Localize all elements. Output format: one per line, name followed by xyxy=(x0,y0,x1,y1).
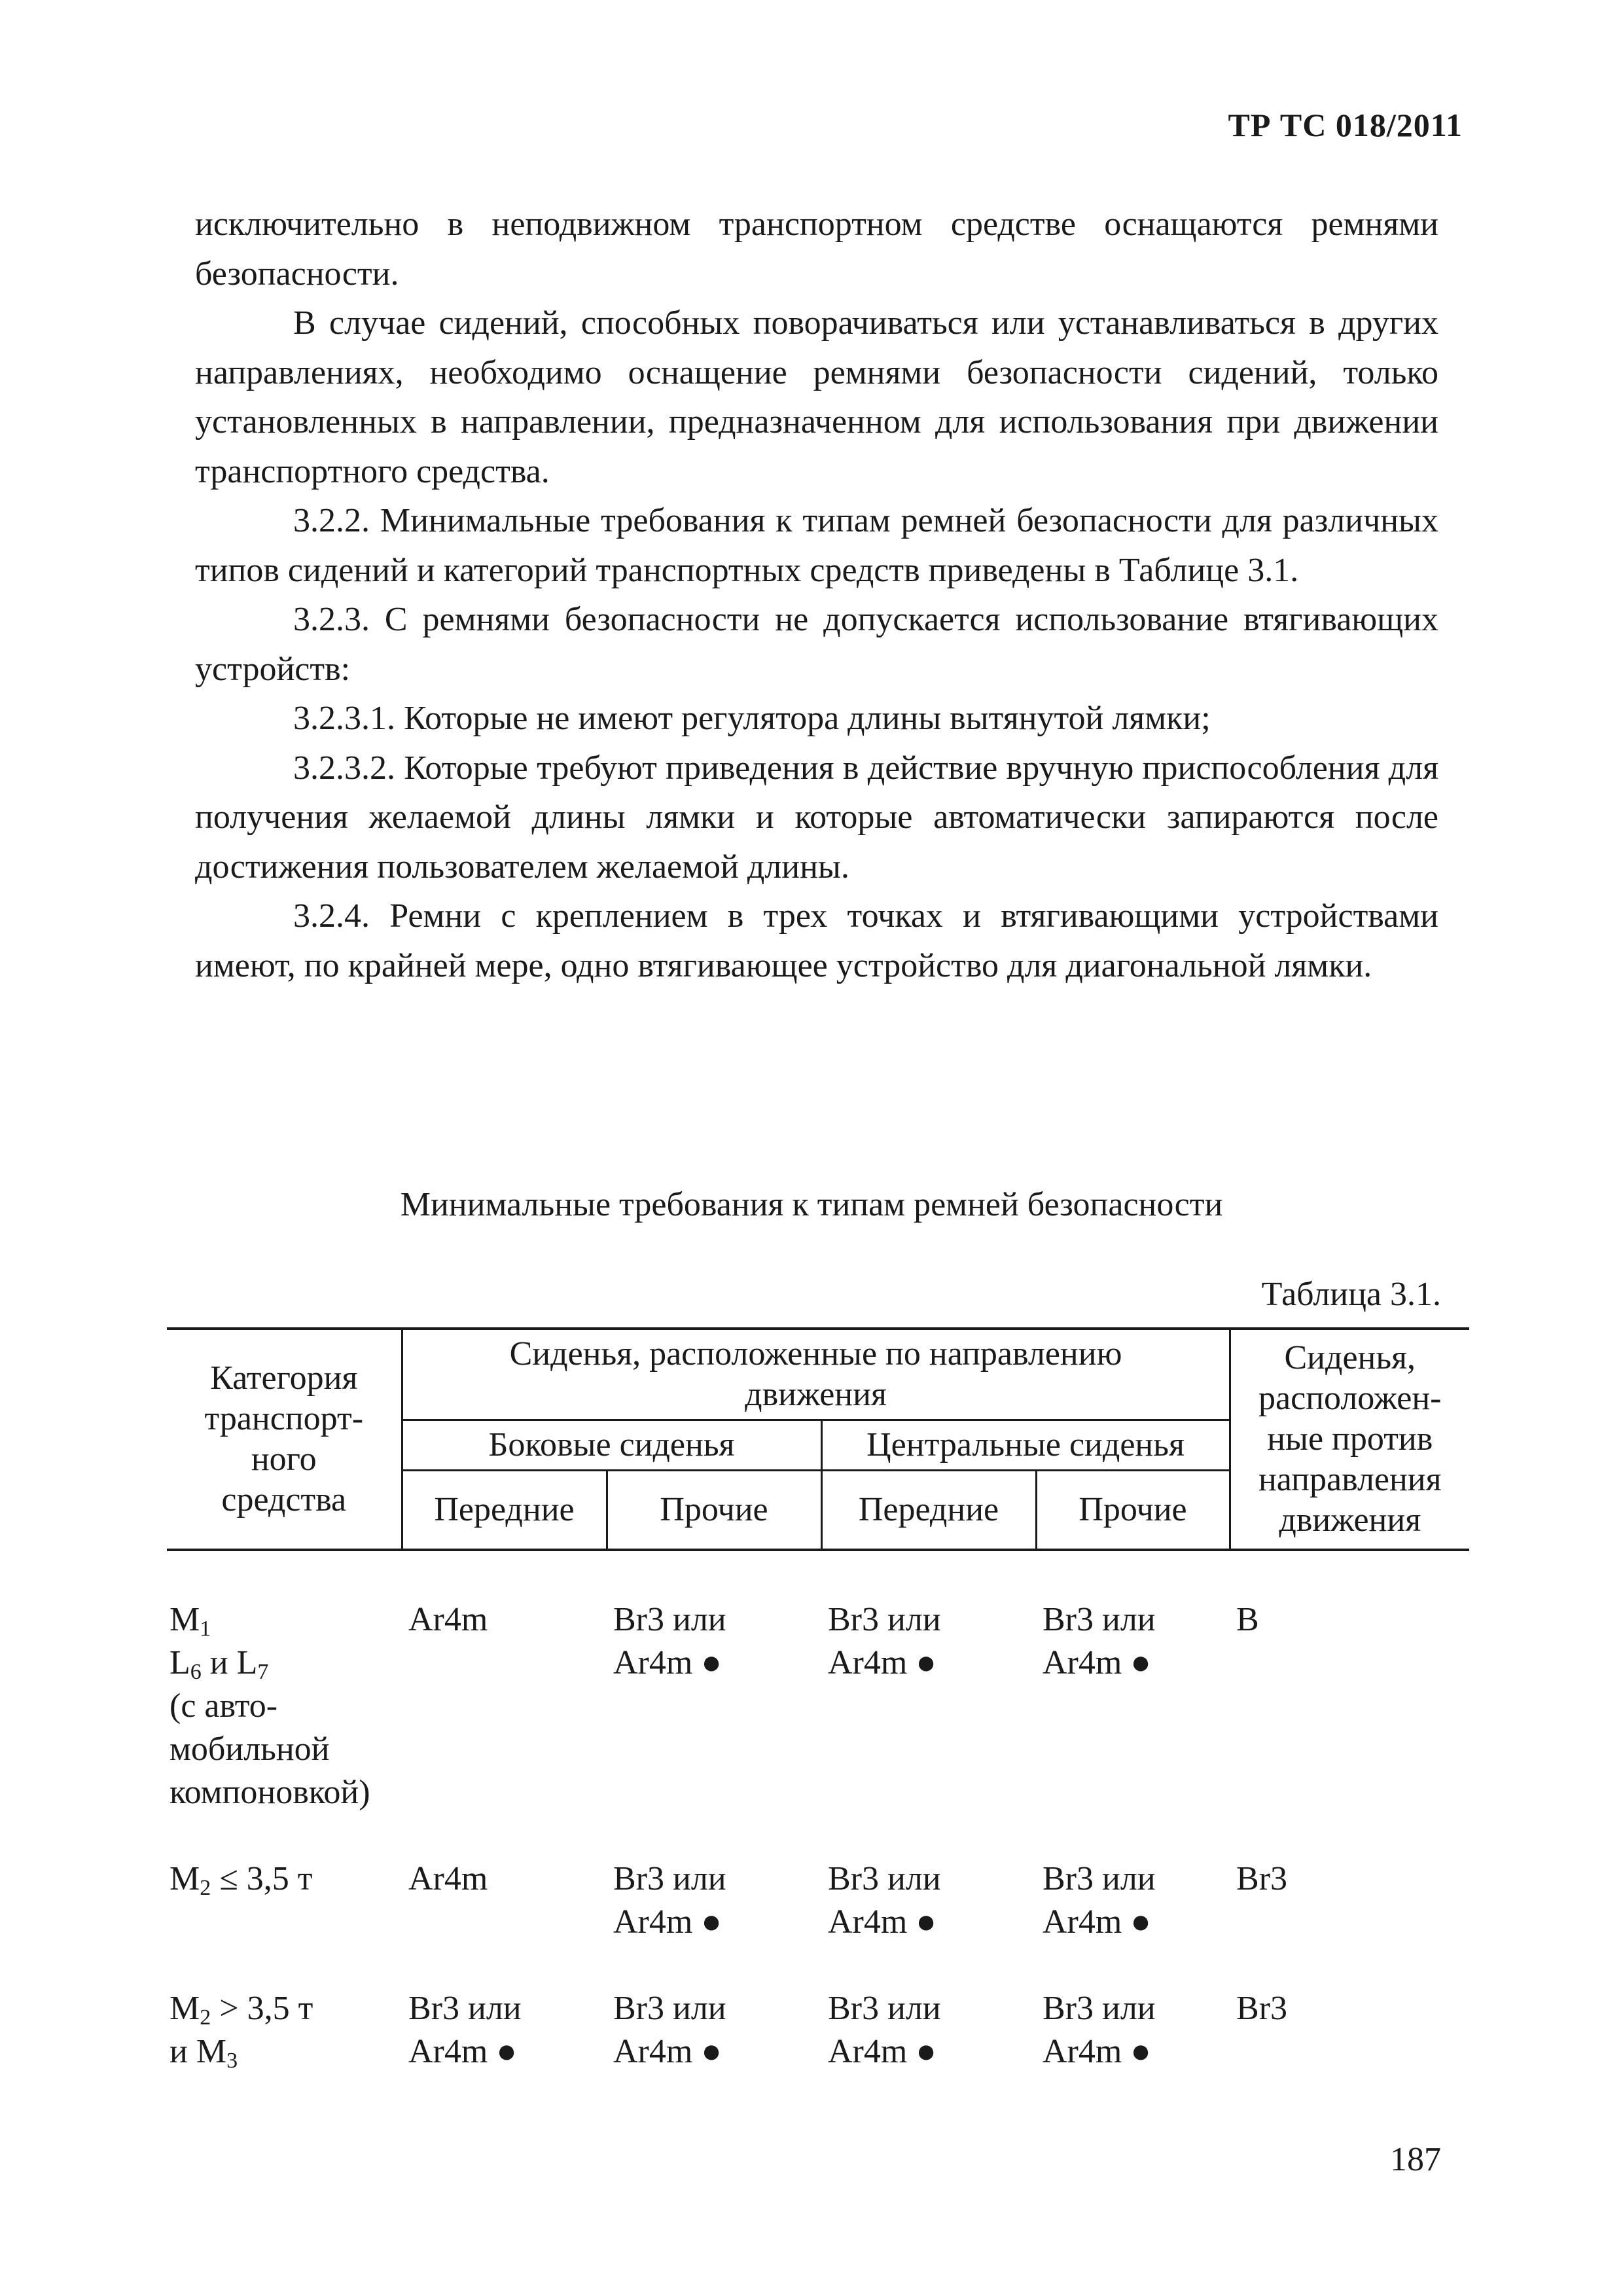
paragraph: В случае сидений, способных поворачиваться или устанавливаться в других направлениях, необходимо оснащение ремнями безопасности сидений, только установленных в направлении, предназначенном для использования при движении транспортного средства. xyxy=(195,304,1438,490)
paragraph-3-2-3: 3.2.3. С ремнями безопасности не допускается использование втягивающих устройств: xyxy=(195,601,1438,688)
header-side-other: Прочие xyxy=(607,1471,821,1551)
body-text xyxy=(195,200,1438,990)
table-title: Минимальные требования к типам ремней безопасности xyxy=(400,1186,1223,1223)
row-category: $M_2 \le 3,5$ т xyxy=(169,1860,313,1900)
cell-side-front: Br3 или Ar4m ● xyxy=(408,1990,522,2070)
row-category: $M_1$ $L_6$ и $L_7$ (с авто- мобильной компоновкой) xyxy=(169,1601,370,1811)
cell-center-front: Br3 или Ar4m ● xyxy=(828,1860,941,1941)
cell-side-front: Ar4m xyxy=(408,1860,488,1897)
header-center-other: Прочие xyxy=(1036,1471,1230,1551)
seat-belt-table xyxy=(167,1327,1469,2073)
header-side-front: Передние xyxy=(402,1471,607,1551)
paragraph-3-2-2: 3.2.2. Минимальные требования к типам ремней безопасности для различных типов сидений и категорий транспортных средств приведены в Таблице 3.1. xyxy=(195,502,1438,589)
cell-rear: B xyxy=(1236,1601,1259,1638)
table-row xyxy=(167,1550,1469,1814)
header-side-seats: Боковые сиденья xyxy=(402,1420,821,1471)
cell-side-other: Br3 или Ar4m ● xyxy=(613,1860,726,1941)
table-row xyxy=(167,1814,1469,1944)
paragraph-3-2-3-2: 3.2.3.2. Которые требуют приведения в действие вручную приспособления для получения желаемой длины лямки и которые автоматически запираются после достижения пользователем желаемой длины. xyxy=(195,749,1438,886)
header-forward-seats: Сиденья, расположенные по направлению движения xyxy=(402,1329,1230,1420)
cell-side-other: Br3 или Ar4m ● xyxy=(613,1990,726,2070)
table-row xyxy=(167,1944,1469,2073)
paragraph-3-2-4: 3.2.4. Ремни с креплением в трех точках и втягивающими устройствами имеют, по крайней мере, одно втягивающее устройство для диагональной лямки. xyxy=(195,897,1438,984)
cell-center-other: Br3 или Ar4m ● xyxy=(1043,1990,1156,2070)
cell-center-other: Br3 или Ar4m ● xyxy=(1043,1601,1156,1681)
header-category: Категория транспорт- ного средства xyxy=(167,1329,402,1550)
cell-center-front: Br3 или Ar4m ● xyxy=(828,1601,941,1681)
cell-rear: Br3 xyxy=(1236,1860,1288,1897)
cell-side-other: Br3 или Ar4m ● xyxy=(613,1601,726,1681)
header-center-seats: Центральные сиденья xyxy=(821,1420,1230,1471)
cell-rear: Br3 xyxy=(1236,1990,1288,2027)
header-center-front: Передние xyxy=(821,1471,1036,1551)
page-number: 187 xyxy=(1390,2141,1441,2178)
row-category: $M_2 > 3,5$ т и $M_3$ xyxy=(169,1990,313,2073)
table-label: Таблица 3.1. xyxy=(1261,1276,1441,1313)
document-code: ТР ТС 018/2011 xyxy=(1228,107,1463,143)
paragraph: исключительно в неподвижном транспортном средстве оснащаются ремнями безопасности. xyxy=(195,206,1438,293)
paragraph-3-2-3-1: 3.2.3.1. Которые не имеют регулятора длины вытянутой лямки; xyxy=(293,700,1211,737)
header-rear-facing-seats: Сиденья, расположен- ные против направления движения xyxy=(1230,1329,1469,1550)
cell-center-other: Br3 или Ar4m ● xyxy=(1043,1860,1156,1941)
cell-center-front: Br3 или Ar4m ● xyxy=(828,1990,941,2070)
cell-side-front: Ar4m xyxy=(408,1601,488,1638)
